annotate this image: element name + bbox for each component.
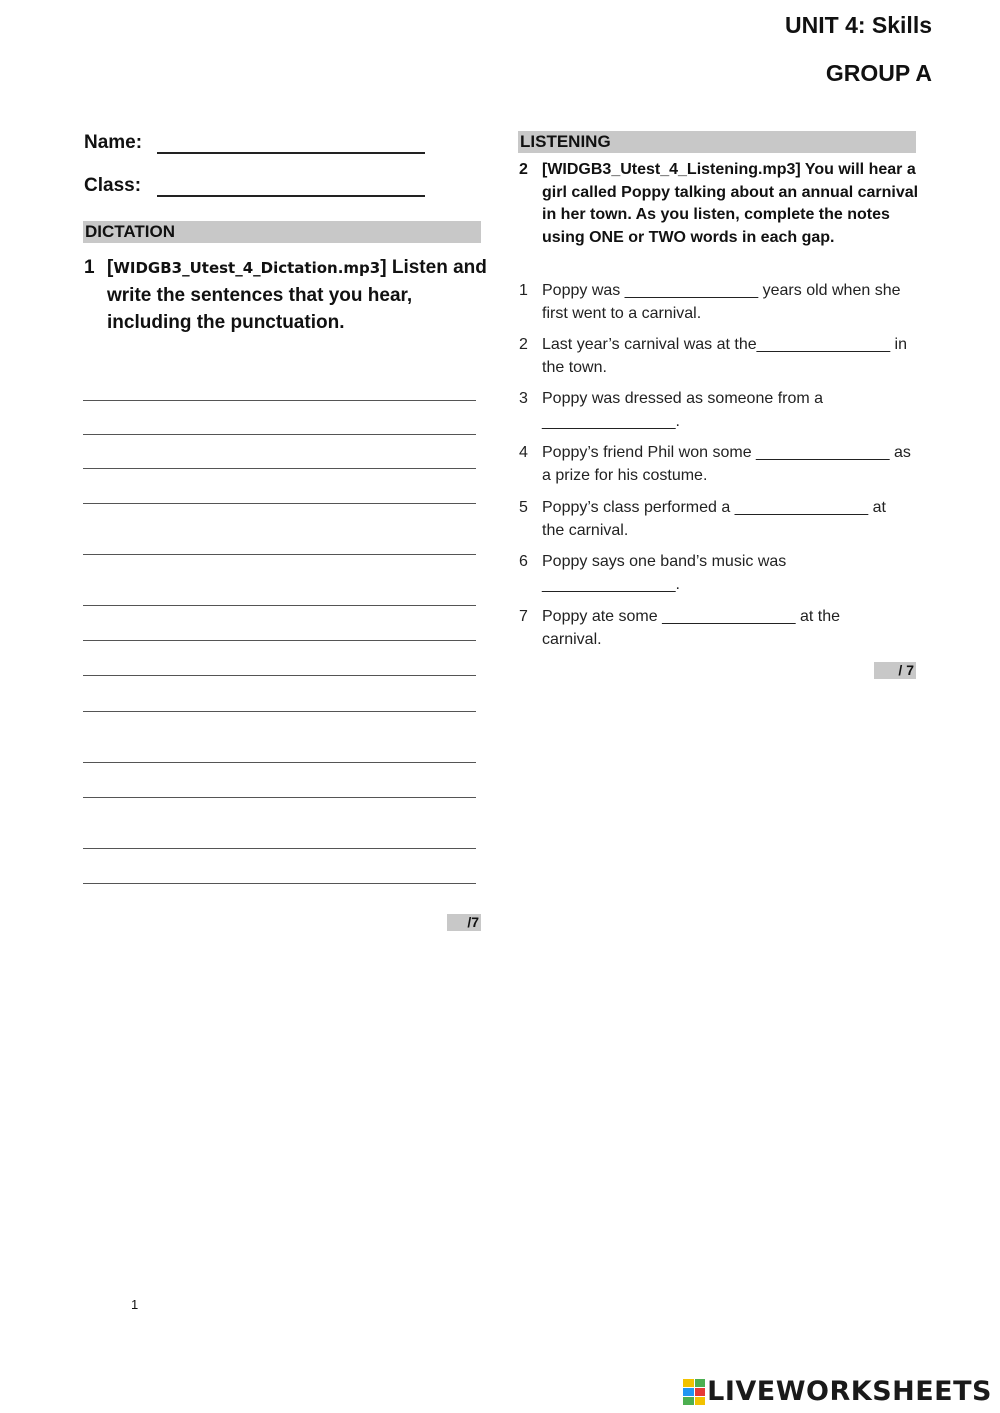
logo-grid-icon xyxy=(683,1379,705,1405)
unit-title: UNIT 4: Skills xyxy=(785,12,932,38)
name-field[interactable] xyxy=(157,152,425,154)
dictation-instruction-text: Listen and write the sentences that you hear, including the punctuation. xyxy=(107,257,487,333)
listening-score: / 7 xyxy=(874,662,916,679)
answer-line[interactable] xyxy=(83,711,476,712)
logo-text: LIVEWORKSHEETS xyxy=(707,1376,992,1407)
name-label: Name: xyxy=(84,132,143,153)
answer-line[interactable] xyxy=(83,797,476,798)
gap-fill-item: Last year’s carnival was at the_______________ in the town. xyxy=(542,336,907,376)
answer-line[interactable] xyxy=(83,468,476,469)
item-number: 6 xyxy=(519,553,528,570)
answer-line[interactable] xyxy=(83,640,476,641)
page-number: 1 xyxy=(131,1297,139,1312)
dictation-score: /7 xyxy=(447,914,481,931)
question-number-1: 1 xyxy=(84,257,95,278)
answer-line[interactable] xyxy=(83,675,476,676)
class-label: Class: xyxy=(84,175,142,196)
question-number-2: 2 xyxy=(519,161,528,178)
gap-fill-item: Poppy was dressed as someone from a _______________. xyxy=(542,390,824,430)
answer-line[interactable] xyxy=(83,503,476,504)
liveworksheets-logo[interactable] xyxy=(683,1376,992,1407)
gap-fill-item: Poppy ate some _______________ at the carnival. xyxy=(542,608,841,648)
listening-instruction: [WIDGB3_Utest_4_Listening.mp3] You will hear a girl called Poppy talking about an annual carnival in her town. As you listen, complete the notes using ONE or TWO words in each gap. xyxy=(542,161,919,246)
gap-fill-item: Poppy’s class performed a _______________ at the carnival. xyxy=(542,499,886,539)
answer-line[interactable] xyxy=(83,848,476,849)
answer-line[interactable] xyxy=(83,762,476,763)
gap-fill-item: Poppy was _______________ years old when she first went to a carnival. xyxy=(542,282,901,322)
answer-line[interactable] xyxy=(83,434,476,435)
item-number: 4 xyxy=(519,444,528,461)
gap-fill-item: Poppy says one band’s music was _______________. xyxy=(542,553,787,593)
answer-line[interactable] xyxy=(83,883,476,884)
listening-section-title: LISTENING xyxy=(518,131,916,153)
class-field[interactable] xyxy=(157,195,425,197)
gap-fill-item: Poppy’s friend Phil won some _______________ as a prize for his costume. xyxy=(542,444,911,484)
answer-line[interactable] xyxy=(83,554,476,555)
dictation-section-title: DICTATION xyxy=(83,221,481,243)
item-number: 2 xyxy=(519,336,528,353)
group-title: GROUP A xyxy=(825,60,932,86)
answer-line[interactable] xyxy=(83,605,476,606)
item-number: 5 xyxy=(519,499,528,516)
dictation-file-name: WIDGB3_Utest_4_Dictation.mp3 xyxy=(113,259,381,277)
answer-line[interactable] xyxy=(83,400,476,401)
item-number: 1 xyxy=(519,282,528,299)
dictation-instruction: [WIDGB3_Utest_4_Dictation.mp3] Listen and write the sentences that you hear, including the punctuation. xyxy=(107,257,487,333)
item-number: 3 xyxy=(519,390,528,407)
item-number: 7 xyxy=(519,608,528,625)
